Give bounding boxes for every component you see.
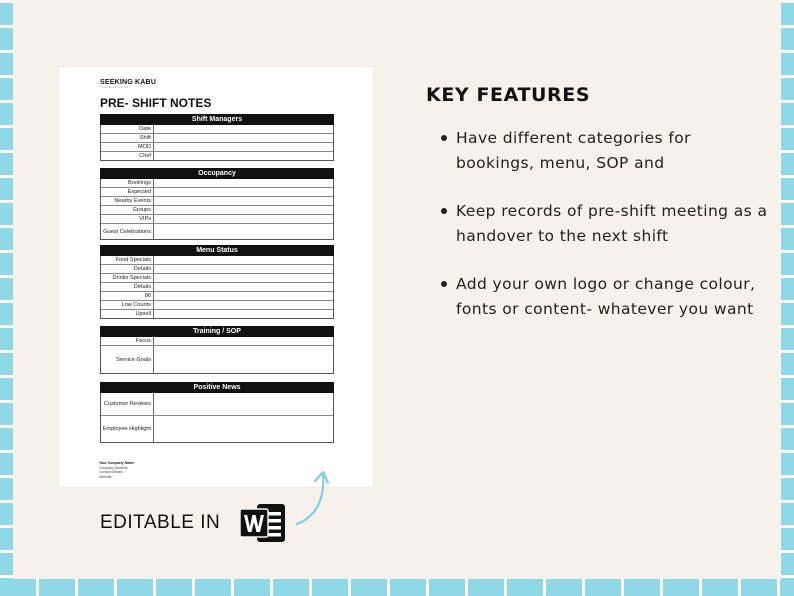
form-row (101, 300, 333, 309)
row-label: Bookings (101, 179, 154, 187)
row-field (154, 188, 333, 196)
footer-address: Company Address (99, 465, 128, 470)
section-header: Training / SOP (100, 326, 334, 337)
form-row (101, 151, 333, 160)
form-row (101, 337, 333, 345)
row-label: Details (101, 265, 154, 273)
section-header: Shift Managers (100, 114, 334, 125)
row-field (154, 224, 333, 239)
feature-text: Add your own logo or change colour, fonts or content- whatever you want (456, 275, 756, 318)
row-label: Date (101, 125, 154, 133)
row-field (154, 125, 333, 133)
feature-item (441, 272, 771, 321)
row-field (154, 179, 333, 187)
row-field (154, 215, 333, 223)
form-row (101, 393, 333, 415)
row-field (154, 274, 333, 282)
row-label: Expected (101, 188, 154, 196)
form-row (101, 142, 333, 151)
bullet-icon (441, 135, 447, 141)
form-row (101, 282, 333, 291)
row-label: Service Goals (101, 346, 154, 373)
row-label: Groups (101, 206, 154, 214)
row-label: Food Specials (101, 256, 154, 264)
feature-text: Keep records of pre-shift meeting as a handover to the next shift (456, 202, 768, 245)
footer-contact: Contact Details (99, 470, 123, 474)
editable-in-label: EDITABLE IN (100, 512, 221, 533)
row-label: Low Counts (101, 301, 154, 309)
feature-item (441, 126, 771, 175)
row-field (154, 283, 333, 291)
row-label: Nearby Events (101, 197, 154, 205)
row-label: Upsell (101, 310, 154, 318)
key-features-title: KEY FEATURES (426, 84, 591, 106)
form-row (101, 205, 333, 214)
document-preview (59, 67, 373, 487)
row-field (154, 346, 333, 373)
form-row (101, 309, 333, 318)
form-row (101, 273, 333, 282)
section-positive-news (100, 382, 334, 443)
form-row (101, 264, 333, 273)
form-row (101, 187, 333, 196)
features-list (441, 126, 771, 345)
section-header: Occupancy (100, 168, 334, 179)
product-panel (13, 0, 781, 579)
row-label: Customer Reviews (101, 393, 154, 415)
row-field (154, 337, 333, 345)
brand-subtitle: DIGITAL PRODUCTS (101, 87, 129, 89)
row-label: Guest Celebrations (101, 224, 154, 239)
microsoft-word-icon (239, 501, 287, 545)
row-field (154, 310, 333, 318)
row-field (154, 301, 333, 309)
row-field (154, 256, 333, 264)
footer-company: Your Company Name (99, 461, 135, 465)
bullet-icon (441, 208, 447, 214)
form-row (101, 133, 333, 142)
row-field (154, 197, 333, 205)
form-row (101, 256, 333, 264)
section-header: Menu Status (100, 245, 334, 256)
feature-item (441, 199, 771, 248)
section-training-sop (100, 326, 334, 374)
row-field (154, 416, 333, 442)
row-label: Employee Highlight (101, 416, 154, 442)
row-field (154, 393, 333, 415)
row-label: Details (101, 283, 154, 291)
row-field (154, 292, 333, 300)
document-title: PRE- SHIFT NOTES (100, 96, 212, 110)
bullet-icon (441, 281, 447, 287)
row-label: VIPs (101, 215, 154, 223)
form-row (101, 223, 333, 239)
row-label: Chef (101, 152, 154, 160)
form-row (101, 415, 333, 442)
section-occupancy (100, 168, 334, 240)
section-shift-managers (100, 114, 334, 161)
form-row (101, 125, 333, 133)
section-menu-status (100, 245, 334, 319)
row-field (154, 143, 333, 151)
section-header: Positive News (100, 382, 334, 393)
row-label: Focus (101, 337, 154, 345)
row-field (154, 152, 333, 160)
footer-website: Website (99, 474, 112, 479)
row-label: MOD (101, 143, 154, 151)
row-label: Drinks Specials (101, 274, 154, 282)
row-field (154, 265, 333, 273)
form-row (101, 196, 333, 205)
form-row (101, 345, 333, 373)
document-footer (99, 461, 134, 479)
form-row (101, 179, 333, 187)
feature-text: Have different categories for bookings, menu, SOP and (456, 129, 691, 172)
row-field (154, 134, 333, 142)
form-row (101, 291, 333, 300)
row-label: Shift (101, 134, 154, 142)
curved-arrow-icon (293, 466, 333, 528)
brand-logo: SEEKING KABU (100, 79, 157, 86)
row-label: 86 (101, 292, 154, 300)
row-field (154, 206, 333, 214)
form-row (101, 214, 333, 223)
